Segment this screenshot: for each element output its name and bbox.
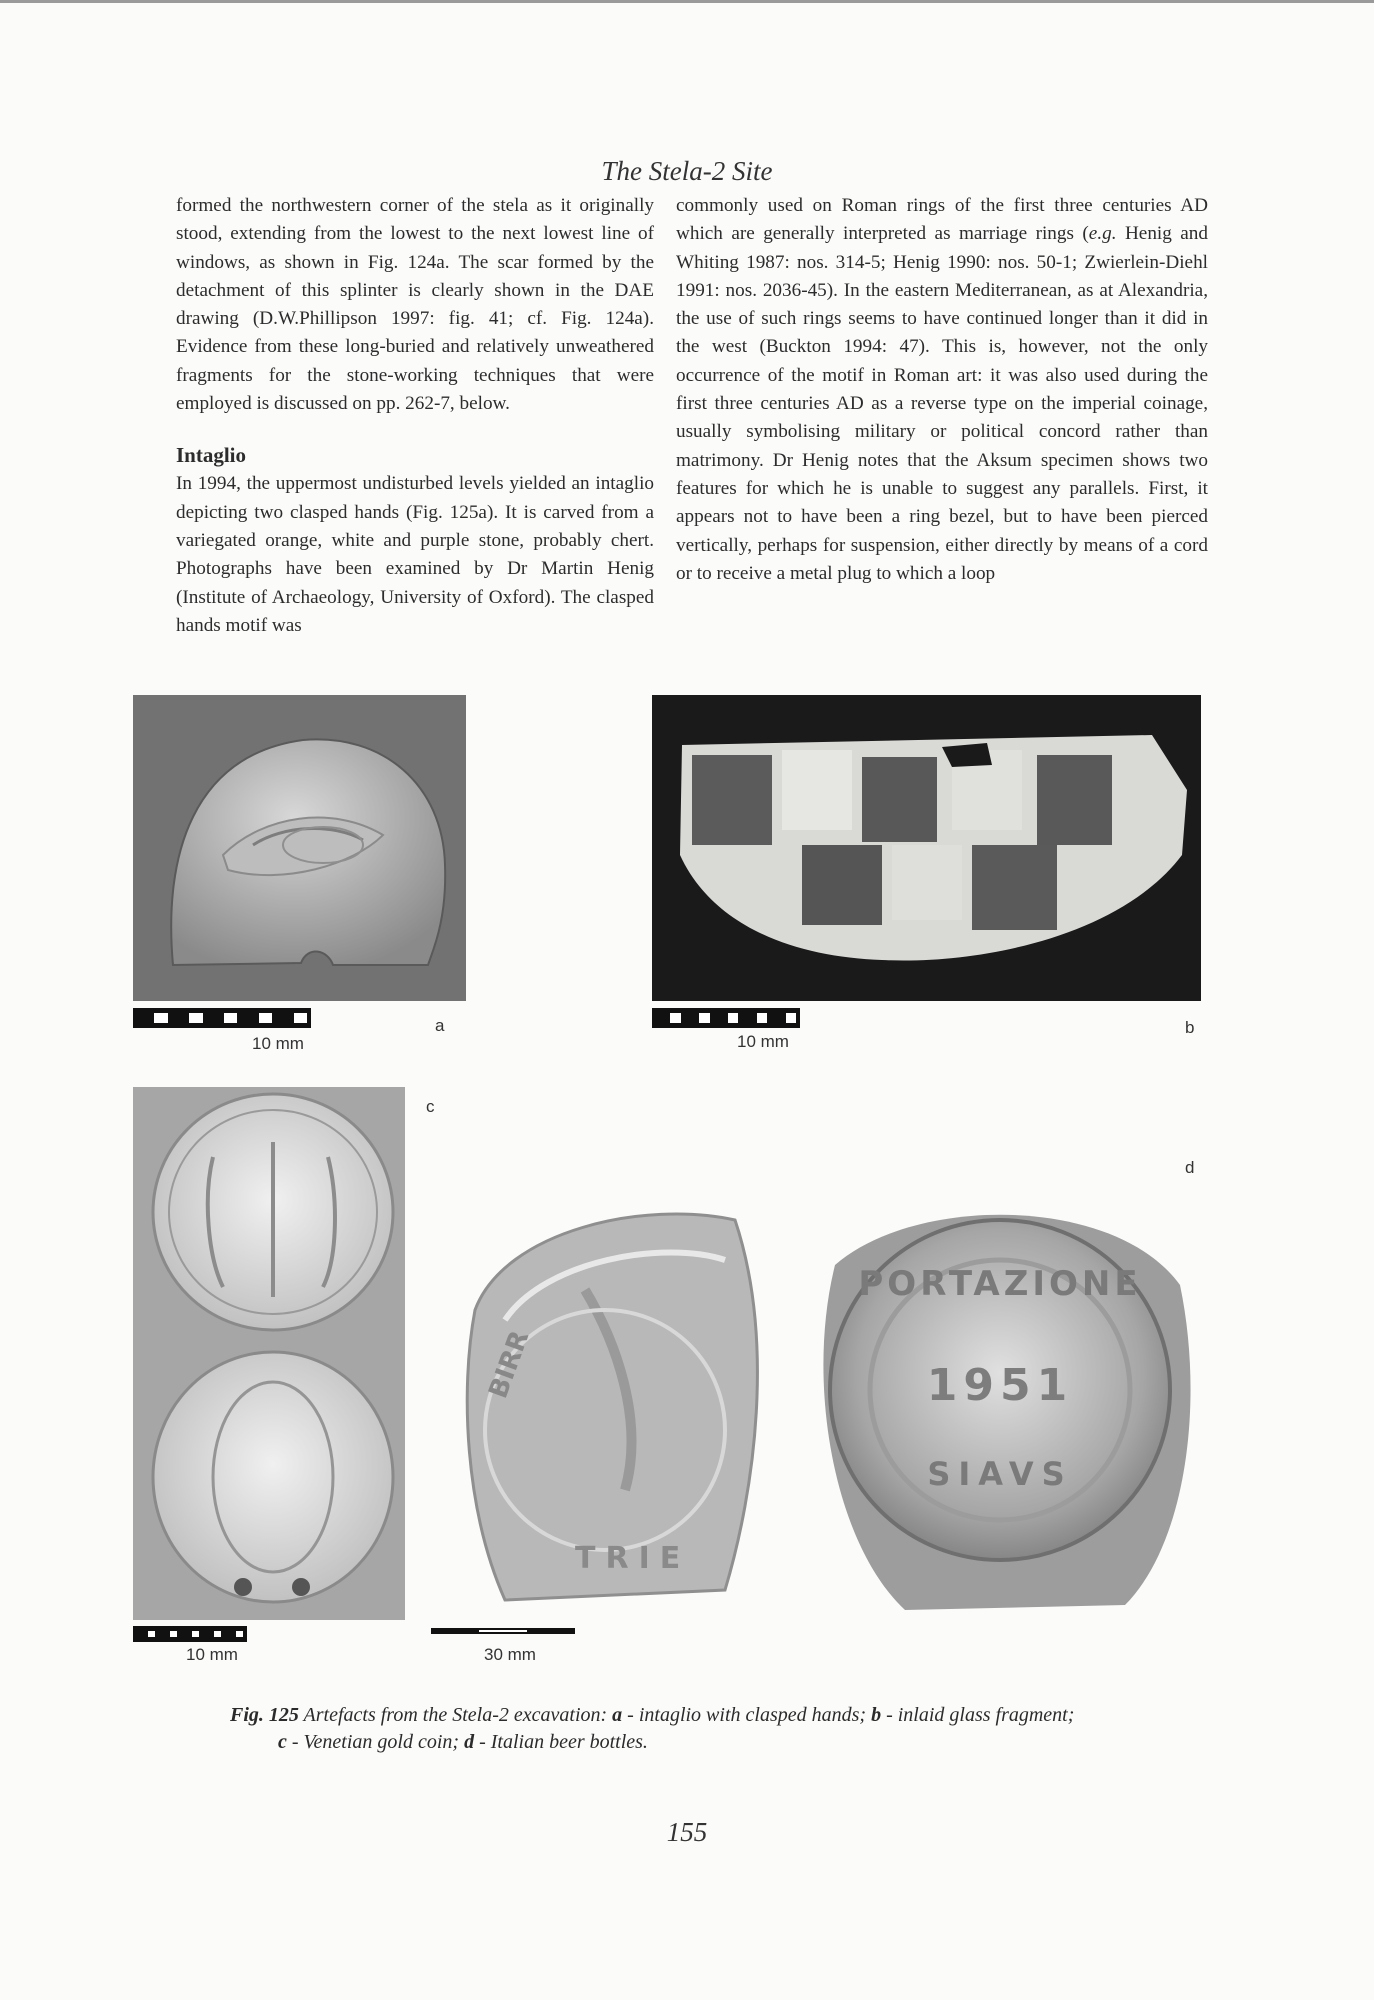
caption-fig-label: Fig. 125 [230, 1704, 299, 1726]
scale-label-c: 10 mm [186, 1645, 238, 1664]
caption-letter-c: c [278, 1731, 287, 1753]
left-paragraph-1: formed the northwestern corner of the stela as it originally stood, extending from the lowest to the next lowest line of windows, as shown in Fig. 124a. The scar formed by the detachment of this splinter is clearly shown in the DAE drawing (D.W.Phillipson 1997: fig. 41; cf. Fig. 124a). Evidence from these long-buried and relatively unweathered fragments for the stone-working techniques that were employed is discussed on pp. 262-7, below. [176, 195, 654, 415]
caption-text-a: - intaglio with clasped hands; [622, 1704, 872, 1726]
right-text-part-2: Henig and Whiting 1987: nos. 314-5; Henig 1990: nos. 50-1; Zwierlein-Diehl 1991: nos. 2036-45). In the eastern Mediterranean, as at Alexandria, the use of such rings seems to have continued longer than it did in the west (Buckton 1994: 47). This is, however, not the only occurrence of the motif in Roman art: it was also used during the first three centuries AD as a reverse type on the imperial coinage, usually symbolising military or political concord rather than matrimony. Dr Henig notes that the Aksum specimen shows two features for which he is unable to suggest any parallels. First, it appears not to have been a ring bezel, but to have been pierced vertically, perhaps for suspension, either directly by means of a cord or to receive a metal plug to which a loop [676, 223, 1208, 584]
running-head: The Stela-2 Site [601, 156, 773, 186]
scale-bar-b [652, 1008, 800, 1028]
photo-glass-fragment [652, 695, 1201, 1001]
caption-letter-b: b [871, 1704, 882, 1726]
scale-label-b: 10 mm [737, 1032, 789, 1051]
caption-letter-d: d [464, 1731, 475, 1753]
bottle-fragment-text-bottom: TRIE [575, 1541, 691, 1576]
caption-letter-a: a [612, 1704, 623, 1726]
photo-intaglio [133, 695, 466, 1001]
top-border-line [0, 0, 1374, 3]
bottle-text-bottom: SIAVS [927, 1455, 1073, 1493]
bottle-fragment-image [445, 1190, 790, 1620]
bottle-text-middle: 1951 [926, 1360, 1074, 1411]
page-number: 155 [666, 1817, 708, 1847]
right-text-part-1: commonly used on Roman rings of the first three centuries AD which are generally interpreted as marriage rings ( [676, 195, 1208, 245]
bottle-fragment-text-left: BIRR [483, 1326, 536, 1403]
glass-fragment-image [652, 695, 1201, 1001]
caption-line-2 [230, 1729, 1190, 1756]
scale-bar-c [133, 1626, 247, 1642]
right-column [676, 192, 1208, 588]
scale-label-a: 10 mm [252, 1034, 304, 1053]
scale-bar-a [133, 1008, 311, 1028]
photo-bottle-fragment [445, 1190, 790, 1620]
panel-letter-a: a [435, 1016, 445, 1035]
eg-abbreviation: e.g. [1088, 223, 1117, 245]
right-paragraph-1 [676, 192, 1208, 588]
photo-venetian-coin [133, 1087, 405, 1620]
section-heading-intaglio: Intaglio [176, 443, 247, 468]
panel-letter-c: c [426, 1097, 435, 1116]
caption-text-d: - Italian beer bottles. [474, 1731, 648, 1753]
figure-caption [230, 1702, 1190, 1756]
left-paragraph-2: In 1994, the uppermost undisturbed levels yielded an intaglio depicting two clasped hands (Fig. 125a). It is carved from a variegated orange, white and purple stone, probably chert. Photographs have been examined by Dr Martin Henig (Institute of Archaeology, University of Oxford). The clasped hands motif was [176, 473, 654, 636]
coin-image [133, 1087, 405, 1620]
left-column [176, 192, 654, 640]
panel-letter-d: d [1185, 1158, 1195, 1177]
photo-bottle-base [795, 1185, 1201, 1620]
caption-intro: Artefacts from the Stela-2 excavation: [298, 1704, 613, 1726]
intaglio-image [133, 695, 466, 1001]
caption-text-c: - Venetian gold coin; [286, 1731, 465, 1753]
scale-label-d: 30 mm [484, 1645, 536, 1664]
panel-letter-b: b [1185, 1018, 1195, 1037]
scale-bar-d [431, 1628, 575, 1634]
bottle-text-arc: PORTAZIONE [858, 1264, 1142, 1304]
caption-text-b: - inlaid glass fragment; [881, 1704, 1075, 1726]
bottle-base-image [795, 1185, 1201, 1620]
